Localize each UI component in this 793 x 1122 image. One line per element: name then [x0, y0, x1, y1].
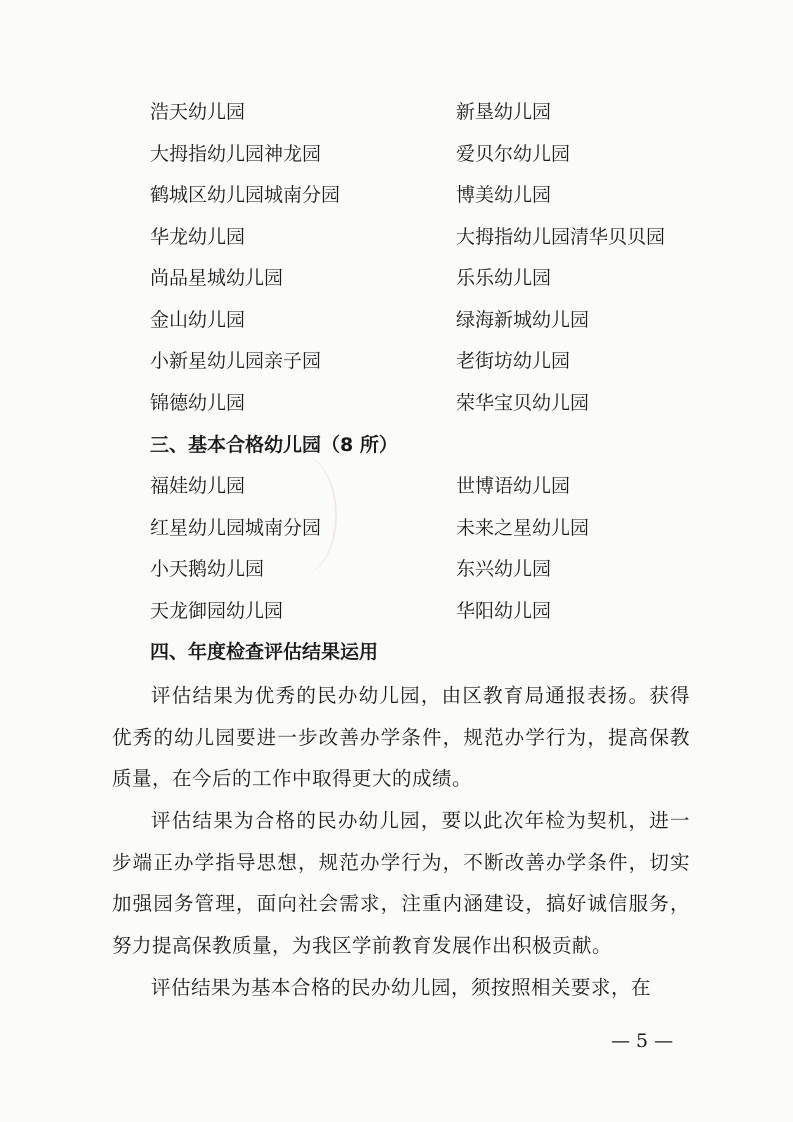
- kindergarten-name: 天龙御园幼儿园: [150, 600, 284, 622]
- kindergarten-name: 福娃幼儿园: [150, 475, 246, 497]
- page-number: — 5 —: [611, 1030, 674, 1052]
- body-paragraph: 评估结果为基本合格的民办幼儿园，须按照相关要求，在: [151, 976, 652, 999]
- body-paragraph: 评估结果为合格的民办幼儿园，要以此次年检为契机，进一步端正办学指导思想，规范办学行为，不断改善办学条件，切实加强园务管理，面向社会需求，注重内涵建设，搞好诚信服务，努力提高保教质量，为我区学前教育发展作出积极贡献。: [112, 809, 690, 957]
- list-row: [150, 97, 710, 127]
- kindergarten-name: 锦德幼儿园: [150, 392, 246, 414]
- kindergarten-name: 绿海新城幼儿园: [456, 309, 590, 331]
- list-row: [150, 139, 710, 169]
- kindergarten-name: 乐乐幼儿园: [456, 267, 552, 289]
- list-row: [150, 471, 710, 501]
- section-heading: 三、基本合格幼儿园（8 所）: [150, 434, 398, 456]
- kindergarten-name: 大拇指幼儿园神龙园: [150, 143, 322, 165]
- kindergarten-name: 荣华宝贝幼儿园: [456, 392, 590, 414]
- kindergarten-name: 浩天幼儿园: [150, 101, 246, 123]
- kindergarten-name: 小天鹅幼儿园: [150, 558, 265, 580]
- kindergarten-name: 金山幼儿园: [150, 309, 246, 331]
- kindergarten-name: 世博语幼儿园: [456, 475, 571, 497]
- list-row: [150, 596, 710, 626]
- kindergarten-name: 东兴幼儿园: [456, 558, 552, 580]
- list-row: [150, 305, 710, 335]
- kindergarten-name: 鹤城区幼儿园城南分园: [150, 184, 341, 206]
- kindergarten-name: 红星幼儿园城南分园: [150, 517, 322, 539]
- kindergarten-name: 尚品星城幼儿园: [150, 267, 284, 289]
- kindergarten-name: 华阳幼儿园: [456, 600, 552, 622]
- list-row: [150, 222, 710, 252]
- kindergarten-name: 博美幼儿园: [456, 184, 552, 206]
- kindergarten-name: 未来之星幼儿园: [456, 517, 590, 539]
- kindergarten-name: 华龙幼儿园: [150, 226, 246, 248]
- kindergarten-name: 爱贝尔幼儿园: [456, 143, 571, 165]
- kindergarten-name: 大拇指幼儿园清华贝贝园: [456, 226, 666, 248]
- body-paragraph: 评估结果为优秀的民办幼儿园，由区教育局通报表扬。获得优秀的幼儿园要进一步改善办学条件，规范办学行为，提高保教质量，在今后的工作中取得更大的成绩。: [112, 684, 690, 791]
- section-heading: 四、年度检查评估结果运用: [150, 641, 379, 663]
- list-row: [150, 180, 710, 210]
- list-row: [150, 263, 710, 293]
- kindergarten-name: 老街坊幼儿园: [456, 350, 571, 372]
- list-row: [150, 513, 710, 543]
- list-row: [150, 554, 710, 584]
- list-row: [150, 388, 710, 418]
- list-row: [150, 346, 710, 376]
- kindergarten-name: 小新星幼儿园亲子园: [150, 350, 322, 372]
- kindergarten-name: 新垦幼儿园: [456, 101, 552, 123]
